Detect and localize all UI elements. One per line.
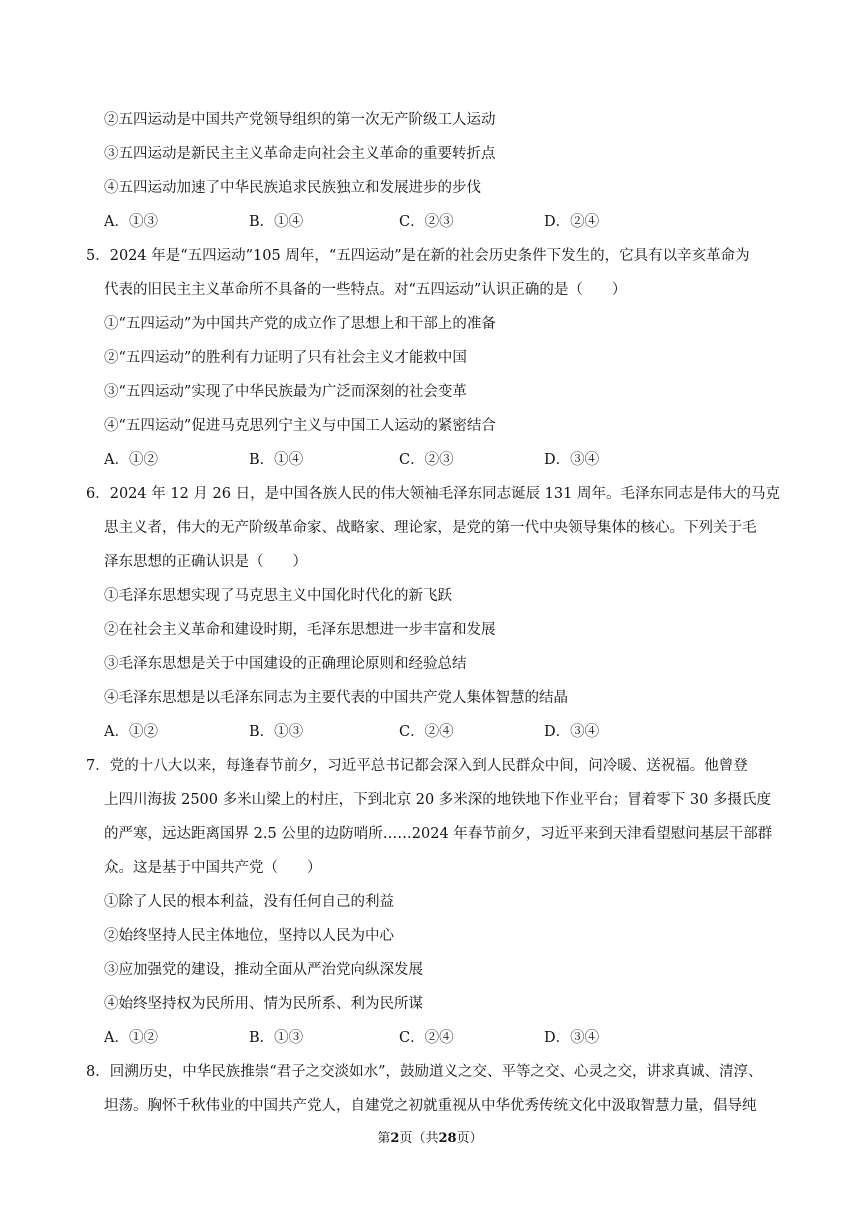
q7-stem-line-4: 众。这是基于中国共产党（ ）: [104, 860, 322, 876]
q4-option-b: B．①④: [249, 214, 304, 230]
q7-option-a: A．①②: [104, 1030, 158, 1046]
q7-item-3: ③应加强党的建设，推动全面从严治党向纵深发展: [104, 962, 423, 978]
q5-option-d: D．③④: [544, 452, 600, 468]
footer-total-pages: 28: [438, 1131, 457, 1146]
q8-stem-line-1: 8．回溯历史，中华民族推崇“君子之交淡如水”，鼓励道义之交、平等之交、心灵之交，讲求真诚、清淳、: [86, 1064, 763, 1080]
q4-item-3: ③五四运动是新民主主义革命走向社会主义革命的重要转折点: [104, 146, 496, 162]
q7-stem-line-3: 的严寒，远达距离国界 2.5 公里的边防哨所……2024 年春节前夕，习近平来到天津看望慰问基层干部群: [104, 826, 773, 842]
footer-middle: 页（共: [399, 1131, 439, 1146]
q5-stem-line-1: 5．2024 年是“五四运动”105 周年，“五四运动”是在新的社会历史条件下发生的，它具有以辛亥革命为: [86, 248, 750, 264]
footer-prefix: 第: [377, 1131, 391, 1146]
q6-option-a: A．①②: [104, 724, 158, 740]
q6-item-1: ①毛泽东思想实现了马克思主义中国化时代化的新飞跃: [104, 588, 452, 604]
footer-suffix: 页）: [456, 1131, 483, 1146]
q5-item-4: ④“五四运动”促进马克思列宁主义与中国工人运动的紧密结合: [104, 418, 496, 434]
q7-stem-line-1: 7．党的十八大以来，每逢春节前夕，习近平总书记都会深入到人民群众中间，问冷暖、送祝福。他曾登: [86, 758, 748, 774]
q6-option-d: D．③④: [544, 724, 600, 740]
q6-item-2: ②在社会主义革命和建设时期，毛泽东思想进一步丰富和发展: [104, 622, 496, 638]
q5-item-3: ③“五四运动”实现了中华民族最为广泛而深刻的社会变革: [104, 384, 467, 400]
q7-item-2: ②始终坚持人民主体地位，坚持以人民为中心: [104, 928, 394, 944]
q4-option-d: D．②④: [544, 214, 600, 230]
q6-item-4: ④毛泽东思想是以毛泽东同志为主要代表的中国共产党人集体智慧的结晶: [104, 690, 568, 706]
q5-option-b: B．①④: [249, 452, 304, 468]
q4-item-2: ②五四运动是中国共产党领导组织的第一次无产阶级工人运动: [104, 112, 496, 128]
q7-item-4: ④始终坚持权为民所用、情为民所系、利为民所谋: [104, 996, 423, 1012]
page-footer: [0, 1130, 860, 1148]
q6-item-3: ③毛泽东思想是关于中国建设的正确理论原则和经验总结: [104, 656, 467, 672]
q7-option-c: C．②④: [399, 1030, 454, 1046]
q7-option-d: D．③④: [544, 1030, 600, 1046]
footer-page-number: 2: [390, 1131, 400, 1146]
q5-stem-line-2: 代表的旧民主主义革命所不具备的一些特点。对“五四运动”认识正确的是（ ）: [104, 282, 627, 298]
q4-item-4: ④五四运动加速了中华民族追求民族独立和发展进步的步伐: [104, 180, 481, 196]
q7-stem-line-2: 上四川海拔 2500 多米山梁上的村庄，下到北京 20 多米深的地铁地下作业平台；冒着零下 30 多摄氏度: [104, 792, 771, 808]
q7-option-b: B．①③: [249, 1030, 304, 1046]
q6-stem-line-1: 6．2024 年 12 月 26 日，是中国各族人民的伟大领袖毛泽东同志诞辰 131 周年。毛泽东同志是伟大的马克: [86, 486, 780, 502]
q8-stem-line-2: 坦荡。胸怀千秋伟业的中国共产党人，自建党之初就重视从中华优秀传统文化中汲取智慧力量，倡导纯: [104, 1098, 757, 1114]
q7-item-1: ①除了人民的根本利益，没有任何自己的利益: [104, 894, 394, 910]
q6-option-b: B．①③: [249, 724, 304, 740]
q4-option-c: C．②③: [399, 214, 454, 230]
q6-stem-line-2: 思主义者，伟大的无产阶级革命家、战略家、理论家，是党的第一代中央领导集体的核心。下列关于毛: [104, 520, 757, 536]
q4-option-a: A．①③: [104, 214, 158, 230]
q5-item-2: ②“五四运动”的胜利有力证明了只有社会主义才能救中国: [104, 350, 467, 366]
q6-stem-line-3: 泽东思想的正确认识是（ ）: [104, 554, 307, 570]
q5-item-1: ①“五四运动”为中国共产党的成立作了思想上和干部上的准备: [104, 316, 496, 332]
q6-option-c: C．②④: [399, 724, 454, 740]
q5-option-c: C．②③: [399, 452, 454, 468]
q5-option-a: A．①②: [104, 452, 158, 468]
